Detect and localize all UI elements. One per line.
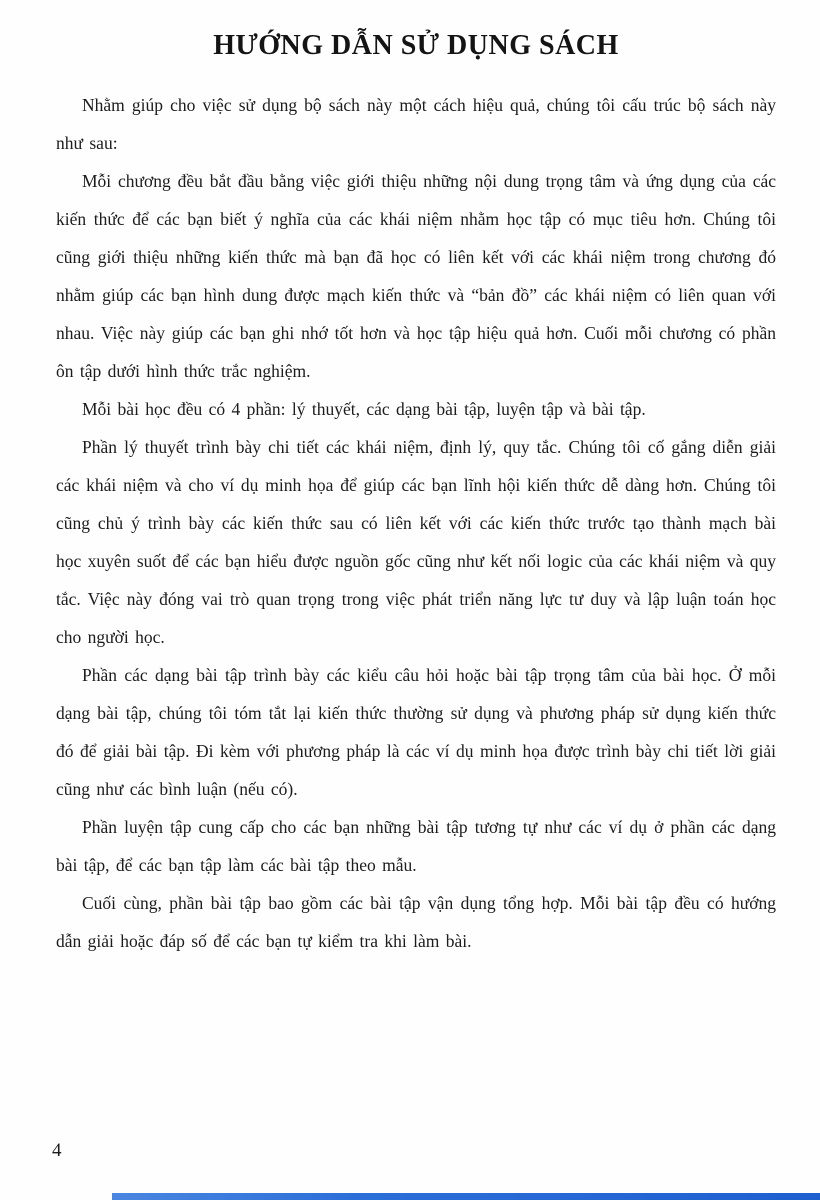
paragraph-theory-section: Phần lý thuyết trình bày chi tiết các khái niệm, định lý, quy tắc. Chúng tôi cố gắng diễn giải các khái niệm và cho ví dụ minh họa để giúp các bạn lĩnh hội kiến thức dễ dàng hơn. Chúng tôi cũng chủ ý trình bày các kiến thức sau có liên kết với các kiến thức trước tạo thành mạch bài học xuyên suốt để các bạn hiểu được nguồn gốc cũng như kết nối logic của các khái niệm và quy tắc. Việc này đóng vai trò quan trọng trong việc phát triển năng lực tư duy và lập luận toán học cho người học. [56, 437, 776, 647]
paragraph-exercise-types-section: Phần các dạng bài tập trình bày các kiểu câu hỏi hoặc bài tập trọng tâm của bài học. Ở mỗi dạng bài tập, chúng tôi tóm tắt lại kiến thức thường sử dụng và phương pháp sử dụng kiến thức đó để giải bài tập. Đi kèm với phương pháp là các ví dụ minh họa được trình bày chi tiết lời giải cũng như các bình luận (nếu có). [56, 665, 776, 799]
page-number: 4 [52, 1140, 62, 1161]
paragraph-lesson-parts: Mỗi bài học đều có 4 phần: lý thuyết, các dạng bài tập, luyện tập và bài tập. [82, 399, 646, 419]
paragraph-practice-section: Phần luyện tập cung cấp cho các bạn những bài tập tương tự như các ví dụ ở phần các dạng bài tập, để các bạn tập làm các bài tập theo mẫu. [56, 817, 776, 875]
paragraph-chapter-overview: Mỗi chương đều bắt đầu bằng việc giới thiệu những nội dung trọng tâm và ứng dụng của các kiến thức để các bạn biết ý nghĩa của các khái niệm nhằm học tập có mục tiêu hơn. Chúng tôi cũng giới thiệu những kiến thức mà bạn đã học có liên kết với các khái niệm trong chương đó nhằm giúp các bạn hình dung được mạch kiến thức và “bản đồ” các khái niệm có liên quan với nhau. Việc này giúp các bạn ghi nhớ tốt hơn và học tập hiệu quả hơn. Cuối mỗi chương có phần ôn tập dưới hình thức trắc nghiệm. [56, 171, 776, 381]
paragraph-intro: Nhằm giúp cho việc sử dụng bộ sách này một cách hiệu quả, chúng tôi cấu trúc bộ sách này như sau: [56, 95, 776, 153]
page-title: HƯỚNG DẪN SỬ DỤNG SÁCH [213, 30, 619, 61]
paragraph-final-exercises-section: Cuối cùng, phần bài tập bao gồm các bài tập vận dụng tổng hợp. Mỗi bài tập đều có hướng dẫn giải hoặc đáp số để các bạn tự kiểm tra khi làm bài. [56, 893, 776, 951]
bottom-edge-strip [112, 1193, 820, 1200]
